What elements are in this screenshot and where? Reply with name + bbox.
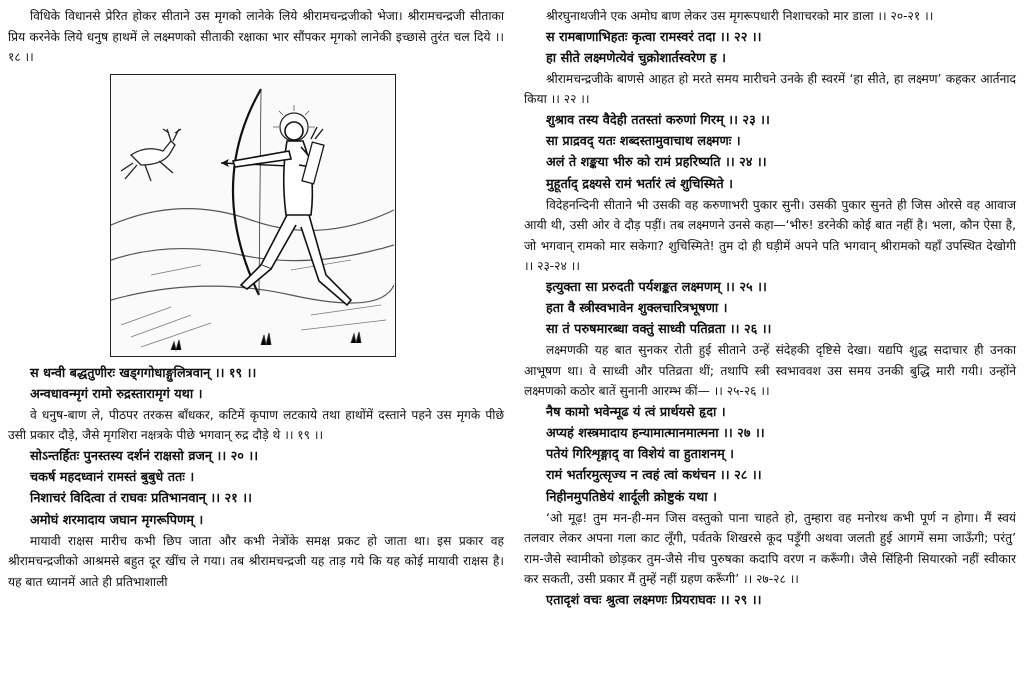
translation-paragraph: ‘ओ मूढ़! तुम मन-ही-मन जिस वस्तुको पाना चाहते हो, तुम्हारा वह मनोरथ कभी पूर्ण न होगा। मैं स्वयं तलवार लेकर अपना गला काट लूँगी, पर्वतके शिखरसे कूद पड़ूँगी अथवा जलती हुई आगमें समा जाऊँगी; परंतु’ राम-जैसे स्वामीको छोड़कर तुम-जैसे नीच पुरुषका कदापि वरण न करूँगी। जैसे सिंहिनी सियारको नहीं स्वीकार कर सकती, उसी प्रकार मैं तुम्हें नहीं ग्रहण करूँगी’ ।। २७-२८ ।। bbox=[524, 510, 1016, 587]
translation-paragraph: विदेहनन्दिनी सीताने भी उसकी वह करुणाभरी पुकार सुनी। उसकी पुकार सुनते ही जिस ओरसे वह आवाज आयी थी, उसी ओर वे दौड़ पड़ीं। तब लक्ष्मणने उनसे कहा—‘भीरु! डरनेकी कोई बात नहीं है। भला, कौन ऐसा है, जो भगवान् रामको मार सकेगा? शुचिस्मिते! तुम दो ही घड़ीमें अपने पति भगवान् श्रीरामको यहाँ उपस्थित देखोगी ।। २३-२४ ।। bbox=[524, 197, 1016, 274]
shloka-line: एतादृशं वचः श्रुत्वा लक्ष्मणः प्रियराघवः ।। २९ ।। bbox=[546, 592, 762, 608]
shloka-line: सा प्राद्रवद् यतः शब्दस्तामुवाचाथ लक्ष्मणः । bbox=[546, 134, 741, 150]
right-column bbox=[524, 6, 1016, 611]
shloka-line: अप्यहं शस्त्रमादाय हन्यामात्मानमात्मना ।। २७ ।। bbox=[546, 426, 765, 442]
translation-paragraph: वे धनुष-बाण ले, पीठपर तरकस बाँधकर, कटिमें कृपाण लटकाये तथा हाथोंमें दस्ताने पहने उस मृगके पीछे उसी प्रकार दौड़े, जैसे मृगशिरा नक्षत्रके पीछे भगवान् रुद्र दौड़े थे ।। १९ ।। bbox=[8, 407, 504, 443]
shloka-line: शुश्राव तस्य वैदेही ततस्तां करुणां गिरम् ।। २३ ।। bbox=[546, 112, 770, 128]
translation-paragraph: लक्ष्मणकी यह बात सुनकर रोती हुई सीताने उन्हें संदेहकी दृष्टिसे देखा। यद्यपि शुद्ध सदाचार ही उनका आभूषण था। वे साध्वी और पतिव्रता थीं; तथापि स्त्री स्वभाववश उस समय उनकी बुद्धि मारी गयी। उन्होंने लक्ष्मणको कठोर बातें सुनानी आरम्भ कीं— ।। २५-२६ ।। bbox=[524, 343, 1016, 399]
shloka-line: पतेयं गिरिशृङ्गाद् वा विशेयं वा हुताशनम् । bbox=[546, 447, 735, 463]
shloka-line: चकर्ष महदध्वानं रामस्तं बुबुधे ततः । bbox=[30, 470, 195, 486]
translation-paragraph: मायावी राक्षस मारीच कभी छिप जाता और कभी नेत्रोंके समक्ष प्रकट हो जाता था। इस प्रकार वह श्रीरामचन्द्रजीको आश्रमसे बहुत दूर खींच ले गया। तब श्रीरामचन्द्रजी यह ताड़ गये कि यह कोई मायावी राक्षस है। यह बात ध्यानमें आते ही प्रतिभाशाली bbox=[8, 533, 504, 589]
shloka-line: हता वै स्त्रीस्वभावेन शुक्लचारित्रभूषणा । bbox=[546, 300, 728, 316]
shloka-line: नैष कामो भवेन्मूढ यं त्वं प्रार्थयसे हृदा । bbox=[546, 404, 726, 420]
translation-paragraph: श्रीरघुनाथजीने एक अमोघ बाण लेकर उस मृगरूपधारी निशाचरको मार डाला ।। २०-२१ ।। bbox=[546, 9, 934, 23]
shloka-line: अलं ते शङ्कया भीरु को रामं प्रहरिष्यति ।। २४ ।। bbox=[546, 155, 767, 171]
shloka-line: सोऽन्तर्हितः पुनस्तस्य दर्शनं राक्षसो व्रजन् ।। २० ।। bbox=[30, 448, 259, 464]
translation-paragraph: श्रीरामचन्द्रजीके बाणसे आहत हो मरते समय मारीचने उनके ही स्वरमें ‘हा सीते, हा लक्ष्मण’ कहकर आर्तनाद किया ।। २२ ।। bbox=[524, 71, 1016, 107]
shloka-line: इत्युक्ता सा प्ररुदती पर्यशङ्कत लक्ष्मणम् ।। २५ ।। bbox=[546, 279, 767, 295]
illustration-rama-hunting-deer bbox=[110, 74, 396, 357]
shloka-line: हा सीते लक्ष्मणेत्येवं चुक्रोशार्तस्वरेण ह । bbox=[546, 50, 726, 66]
shloka-line: अमोघं शरमादाय जघान मृगरूपिणम् । bbox=[30, 512, 204, 528]
shloka-line: मुहूर्ताद् द्रक्ष्यसे रामं भर्तारं त्वं शुचिस्मिते । bbox=[546, 176, 733, 192]
deer-figure bbox=[121, 129, 181, 181]
shloka-line: रामं भर्तारमुत्सृज्य न त्वहं त्वां कथंचन ।। २८ ।। bbox=[546, 468, 762, 484]
shloka-line: अन्वधावन्मृगं रामो रुद्रस्तारामृगं यथा । bbox=[30, 386, 203, 402]
shloka-line: स रामबाणाभिहतः कृत्वा रामस्वरं तदा ।। २२ ।। bbox=[546, 29, 762, 45]
shloka-line: सा तं परुषमारब्धा वक्तुं साध्वी पतिव्रता ।। २६ ।। bbox=[546, 322, 772, 338]
archer-figure bbox=[233, 122, 351, 305]
shloka-line: स धन्वी बद्धतुणीरः खड्गगोधाङ्गुलित्रवान् ।। १९ ।। bbox=[30, 365, 257, 381]
rama-archer-drawing bbox=[111, 75, 394, 355]
left-column bbox=[8, 6, 504, 592]
intro-paragraph: विधिके विधानसे प्रेरित होकर सीताने उस मृगको लानेके लिये श्रीरामचन्द्रजीको भेजा। श्रीरामचन्द्रजी सीताका प्रिय करनेके लिये धनुष हाथमें ले लक्ष्मणको सीताकी रक्षाका भार सौंपकर मृगको लानेकी इच्छासे तुरंत चल दिये ।। १८ ।। bbox=[8, 9, 504, 64]
shloka-line: निशाचरं विदित्वा तं राघवः प्रतिभानवान् ।। २१ ।। bbox=[30, 491, 252, 507]
shloka-line: निहीनमुपतिष्ठेयं शार्दूली क्रोष्टुकं यथा । bbox=[546, 489, 717, 505]
